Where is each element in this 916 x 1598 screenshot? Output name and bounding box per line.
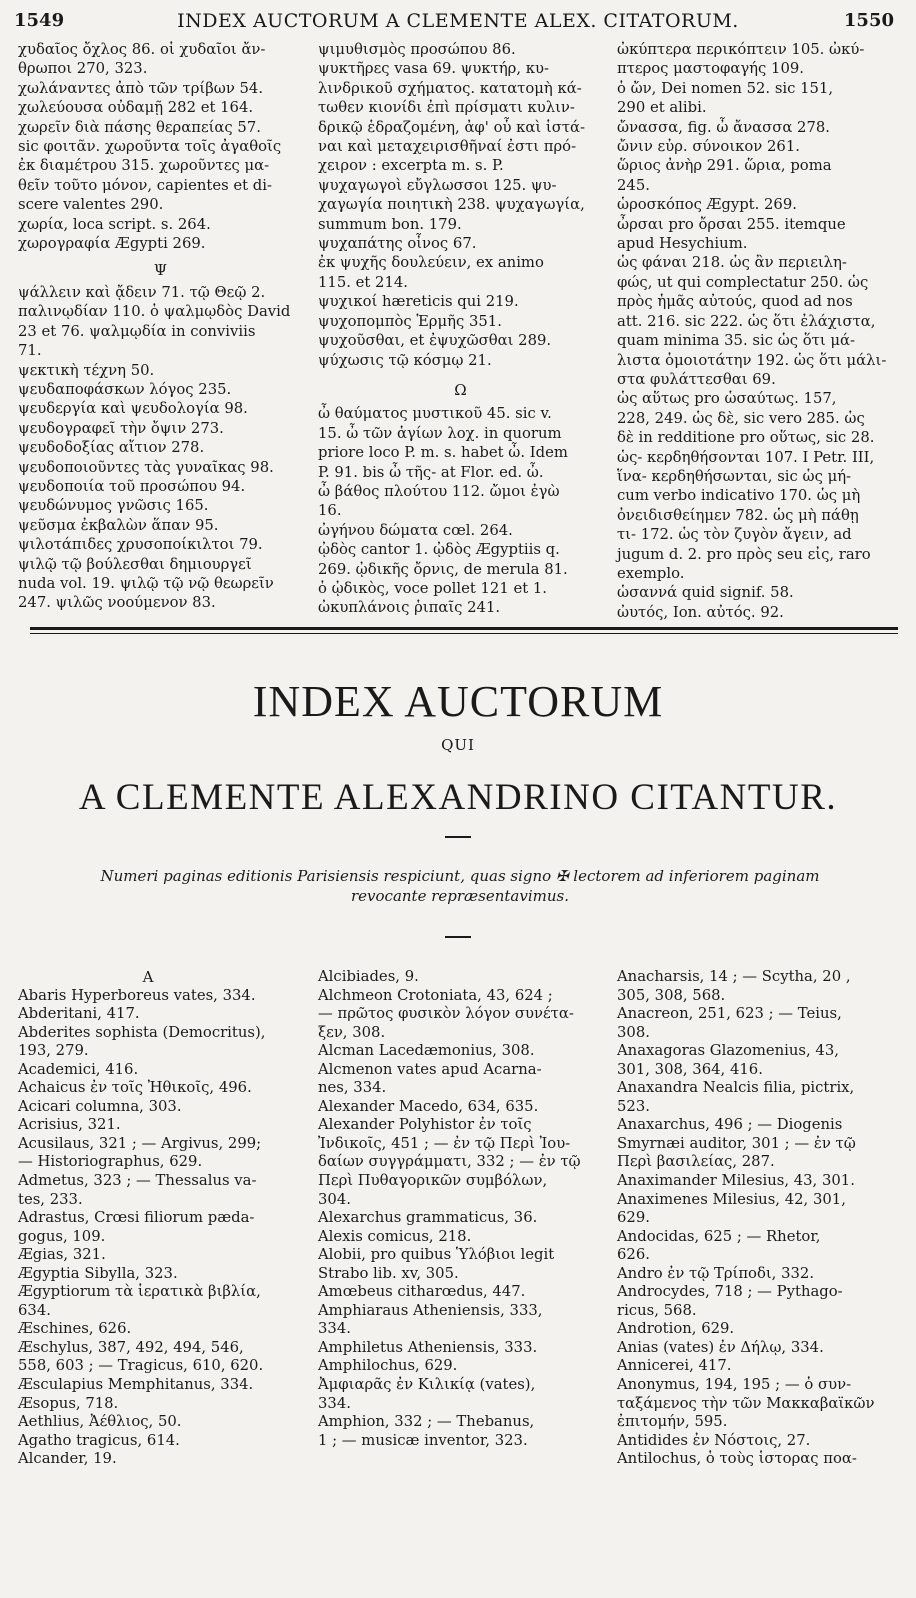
index-entry-line: P. 91. bis ὦ τῆς- at Flor. ed. ὦ. xyxy=(318,463,544,481)
index-entry-line: scere valentes 290. xyxy=(18,196,164,214)
index-entry-line: Anaxandra Nealcis filia, pictrix, xyxy=(617,1079,855,1097)
index-entry-line: πρὸς ἡμᾶς αὐτούς, quod ad nos xyxy=(617,293,853,311)
section-title: INDEX AUCTORUM xyxy=(252,677,664,726)
index-entry-line: att. 216. sic 222. ὡς ὅτι ἐλάχιστα, xyxy=(617,312,876,330)
index-entry-line: ἐπιτομήν, 595. xyxy=(617,1413,728,1431)
index-entry-line: ὠγήνου δώματα cœl. 264. xyxy=(318,521,513,539)
index-entry-line: ὡς- κερδηθήσονται 107. I Petr. III, xyxy=(617,448,875,466)
index-entry-line: 308. xyxy=(617,1023,650,1041)
index-entry-line: Alexis comicus, 218. xyxy=(318,1227,472,1245)
letter-heading: Ψ xyxy=(153,261,168,280)
index-entry-line: Alchmeon Crotoniata, 43, 624 ; xyxy=(318,986,553,1004)
index-entry-line: ψιλῷ τῷ βούλεσθαι δημιουργεῖ xyxy=(18,555,252,573)
index-entry-line: ψιμυθισμὸς προσώπου 86. xyxy=(318,41,516,58)
index-entry-line: ὤνιν εὐρ. σύνοικον 261. xyxy=(617,138,800,156)
index-entry-line: ταξάμενος τὴν τῶν Μακκαβαϊκῶν xyxy=(617,1394,875,1412)
index-entry-line: Anias (vates) ἐν Δήλῳ, 334. xyxy=(617,1338,824,1356)
index-entry-line: ξεν, 308. xyxy=(318,1023,386,1041)
index-entry-line: λιστα ὁμοιοτάτην 192. ὡς ὅτι μάλι- xyxy=(617,351,887,369)
index-entry-line: χαγωγία ποιητικὴ 238. ψυχαγωγία, xyxy=(318,196,585,214)
index-entry-line: ὡσαννά quid signif. 58. xyxy=(617,584,794,602)
index-entry-line: 304. xyxy=(318,1190,351,1208)
index-entry-line: — Historiographus, 629. xyxy=(18,1153,203,1171)
double-rule-thick xyxy=(30,627,898,630)
index-entry-line: 629. xyxy=(617,1209,650,1227)
index-entry-line: 245. xyxy=(617,176,650,194)
index-entry-line: ψευδεργία καὶ ψευδολογία 98. xyxy=(18,400,248,418)
index-entry-line: χωρογραφία Ægypti 269. xyxy=(18,235,206,253)
letter-heading: A xyxy=(142,968,154,986)
index-entry-line: quam minima 35. sic ὡς ὅτι μά- xyxy=(617,332,855,350)
index-entry-line: Amphiaraus Atheniensis, 333, xyxy=(318,1301,543,1319)
index-entry-line: Alcmenon vates apud Acarna- xyxy=(318,1060,542,1078)
index-entry-line: ψυχοπομπὸς Ἑρμῆς 351. xyxy=(318,312,502,330)
index-entry-line: Alexander Macedo, 634, 635. xyxy=(318,1097,539,1115)
greek-index-column-2 xyxy=(318,40,603,618)
index-entry-line: ὦρσαι pro ὄρσαι 255. itemque xyxy=(617,215,846,233)
index-entry-line: Alobii, pro quibus Ὑλόβιοι legit xyxy=(318,1246,555,1264)
index-entry-line: nes, 334. xyxy=(318,1079,387,1097)
authors-column-1 xyxy=(18,968,303,1469)
index-entry-line: θρωποι 270, 323. xyxy=(18,60,148,78)
double-rule-thin xyxy=(30,633,898,634)
index-entry-line: Acrisius, 321. xyxy=(18,1116,121,1134)
index-entry-line: δὲ in redditione pro οὕτως, sic 28. xyxy=(617,429,875,447)
index-entry-line: 23 et 76. ψαλμῳδία in conviviis xyxy=(18,322,256,340)
index-entry-line: Ægias, 321. xyxy=(18,1246,106,1264)
index-entry-line: Anacharsis, 14 ; — Scytha, 20 , xyxy=(617,968,851,985)
index-entry-line: ὠκυπλάνοις ῥιπαῖς 241. xyxy=(318,599,501,617)
editorial-note-line-2: revocante repræsentavimus. xyxy=(351,887,569,905)
section-qui: QUI xyxy=(441,736,475,754)
index-entry-line: Alcman Lacedæmonius, 308. xyxy=(318,1042,535,1060)
index-entry-line: Amphilochus, 629. xyxy=(318,1357,458,1375)
index-entry-line: ὦ βάθος πλούτου 112. ὤμοι ἐγὼ xyxy=(318,482,560,500)
index-entry-line: 305, 308, 568. xyxy=(617,986,726,1004)
index-entry-line: ὁ ὤν, Dei nomen 52. sic 151, xyxy=(617,79,834,97)
index-entry-line: χωρία, loca script. s. 264. xyxy=(18,215,211,233)
index-entry-line: Alcibiades, 9. xyxy=(318,968,419,985)
index-entry-line: 115. et 214. xyxy=(318,273,409,291)
index-entry-line: χυδαῖος ὄχλος 86. οἱ χυδαῖοι ἄν- xyxy=(18,41,266,58)
index-entry-line: παλινῳδίαν 110. ὁ ψαλμῳδὸς David xyxy=(18,303,291,321)
index-entry-line: Amphiletus Atheniensis, 333. xyxy=(318,1338,538,1356)
index-entry-line: 193, 279. xyxy=(18,1042,89,1060)
letter-heading: Ω xyxy=(454,380,467,399)
index-entry-line: Annicerei, 417. xyxy=(617,1357,732,1375)
index-entry-line: ὡς αὕτως pro ὡσαύτως. 157, xyxy=(617,390,837,408)
index-entry-line: Æschines, 626. xyxy=(18,1320,132,1338)
index-entry-line: Acusilaus, 321 ; — Argivus, 299; xyxy=(18,1134,262,1152)
note-dash xyxy=(445,936,471,938)
index-entry-line: χωρεῖν διὰ πάσης θεραπείας 57. xyxy=(18,118,261,136)
editorial-note xyxy=(50,866,870,906)
index-entry-line: ψυχαπάτης οἶνος 67. xyxy=(318,235,477,253)
index-entry-line: ὤνασσα, fig. ὦ ἄνασσα 278. xyxy=(617,118,830,136)
index-entry-line: χειρον : excerpta m. s. P. xyxy=(318,157,504,175)
index-entry-line: δρικῷ ἑδραζομένη, ἀφ' οὗ καὶ ἱστά- xyxy=(318,118,586,136)
index-entry-line: Alcander, 19. xyxy=(18,1450,117,1468)
index-entry-line: ψυκτῆρες vasa 69. ψυκτήρ, κυ- xyxy=(318,60,550,78)
index-entry-line: Acicari columna, 303. xyxy=(18,1097,182,1115)
index-entry-line: 16. xyxy=(318,502,342,520)
index-entry-line: ἵνα- κερδηθήσωνται, sic ὡς μή- xyxy=(617,467,852,485)
index-entry-line: Andro ἐν τῷ Τρίποδι, 332. xyxy=(617,1264,815,1282)
index-entry-line: χωλάναντες ἀπὸ τῶν τρίβων 54. xyxy=(18,79,264,97)
index-entry-line: 290 et alibi. xyxy=(617,99,707,117)
index-entry-line: exemplo. xyxy=(617,564,685,582)
index-entry-line: Ἰνδικοῖς, 451 ; — ἐν τῷ Περὶ Ἰου- xyxy=(318,1134,571,1152)
editorial-note-line-1: Numeri paginas editionis Parisiensis respiciunt, quas signo ✠ lectorem ad inferiorem paginam xyxy=(100,867,820,885)
index-entry-line: Androcydes, 718 ; — Pythago- xyxy=(617,1283,843,1301)
index-entry-line: 247. ψιλῶς νοούμενον 83. xyxy=(18,594,216,612)
index-entry-line: Æsopus, 718. xyxy=(18,1394,119,1412)
index-entry-line: Admetus, 323 ; — Thessalus va- xyxy=(18,1172,257,1190)
index-entry-line: 334. xyxy=(318,1394,351,1412)
index-entry-line: χωλεύουσα οὐδαμῇ 282 et 164. xyxy=(18,99,254,117)
index-entry-line: Περὶ Πυθαγορικῶν συμβόλων, xyxy=(318,1172,548,1190)
index-entry-line: θεῖν τοῦτο μόνον, capientes et di- xyxy=(18,176,273,194)
index-entry-line: ᾠδὸς cantor 1. ᾠδὸς Ægyptiis q. xyxy=(318,541,560,559)
index-entry-line: ψάλλειν καὶ ᾄδειν 71. τῷ Θεῷ 2. xyxy=(18,283,266,301)
index-entry-line: τι- 172. ὡς τὸν ζυγὸν ἄγειν, ad xyxy=(617,526,852,544)
index-entry-line: 71. xyxy=(18,342,42,360)
index-entry-line: ricus, 568. xyxy=(617,1301,697,1319)
index-entry-line: nuda vol. 19. ψιλῷ τῷ νῷ θεωρεῖν xyxy=(18,574,274,592)
index-entry-line: ὡροσκόπος Ægypt. 269. xyxy=(617,196,797,214)
greek-index-column-1 xyxy=(18,40,303,613)
index-entry-line: Agatho tragicus, 614. xyxy=(18,1431,180,1449)
index-entry-line: Academici, 416. xyxy=(18,1060,139,1078)
index-entry-line: ψυχαγωγοὶ εὔγλωσσοι 125. ψυ- xyxy=(318,176,557,194)
index-entry-line: priore loco P. m. s. habet ὦ. Idem xyxy=(318,444,568,462)
index-entry-line: ψευδώνυμος γνῶσις 165. xyxy=(18,497,209,515)
index-entry-line: ψυχοῦσθαι, et ἐψυχῶσθαι 289. xyxy=(318,332,552,350)
index-entry-line: jugum d. 2. pro πρὸς seu εἰς, raro xyxy=(617,545,871,563)
section-subtitle: A CLEMENTE ALEXANDRINO CITANTUR. xyxy=(78,777,838,818)
index-entry-line: tes, 233. xyxy=(18,1190,83,1208)
index-entry-line: ὠυτός, Ion. αὐτός. 92. xyxy=(617,603,784,621)
index-entry-line: ὡς φάναι 218. ὡς ἂν περιειλη- xyxy=(617,254,847,272)
index-entry-line: ψευδοδοξίας αἴτιον 278. xyxy=(18,439,205,457)
index-entry-line: ψευδοποιοῦντες τὰς γυναῖκας 98. xyxy=(18,458,274,476)
index-entry-line: Amphion, 332 ; — Thebanus, xyxy=(318,1413,535,1431)
index-entry-line: ναι καὶ μεταχειρισθῆναί ἐστι πρό- xyxy=(318,138,577,156)
index-entry-line: — πρῶτος φυσικὸν λόγον συνέτα- xyxy=(318,1005,574,1023)
index-entry-line: sic φοιτᾶν. χωροῦντα τοῖς ἀγαθοῖς xyxy=(18,138,282,156)
index-entry-line: ὠκύπτερα περικόπτειν 105. ὠκύ- xyxy=(617,41,865,58)
index-entry-line: 15. ὦ τῶν ἁγίων λοχ. in quorum xyxy=(318,424,562,442)
index-entry-line: ψεῦσμα ἐκβαλὼν ἅπαν 95. xyxy=(18,516,219,534)
index-entry-line: ὁ ᾠδικὸς, voce pollet 121 et 1. xyxy=(318,579,547,597)
index-entry-line: ἐκ ψυχῆς δουλεύειν, ex animo xyxy=(318,254,544,272)
authors-column-3 xyxy=(617,968,902,1469)
index-entry-line: ψιλοτάπιδες χρυσοποίκιλτοι 79. xyxy=(18,536,263,554)
index-entry-line: 523. xyxy=(617,1097,650,1115)
index-entry-line: πτερος μαστοφαγής 109. xyxy=(617,60,804,78)
index-entry-line: 269. ᾠδικῆς ὄρνις, de merula 81. xyxy=(318,560,568,578)
index-entry-line: λινδρικοῦ σχήματος. κατατομὴ κά- xyxy=(318,79,582,97)
index-entry-line: 334. xyxy=(318,1320,351,1338)
index-entry-line: τωθεν κιονίδι ἐπὶ πρίσματι κυλιν- xyxy=(318,99,575,117)
index-entry-line: φώς, ut qui complectatur 250. ὡς xyxy=(617,273,869,291)
index-entry-line: Antilochus, ὁ τοὺς ἱστορας ποα- xyxy=(617,1450,857,1468)
title-dash xyxy=(445,836,471,838)
index-entry-line: cum verbo indicativo 170. ὡς μὴ xyxy=(617,487,861,505)
index-entry-line: Aethlius, Ἀέθλιος, 50. xyxy=(18,1413,182,1431)
index-entry-line: Achaicus ἐν τοῖς Ἠθικοῖς, 496. xyxy=(18,1079,252,1097)
index-entry-line: 626. xyxy=(617,1246,650,1264)
authors-column-2 xyxy=(318,968,603,1450)
index-entry-line: 634. xyxy=(18,1301,51,1319)
index-entry-line: Abderitani, 417. xyxy=(18,1005,140,1023)
index-entry-line: Alexander Polyhistor ἐν τοῖς xyxy=(318,1116,532,1134)
running-head xyxy=(0,10,916,40)
index-entry-line: Æschylus, 387, 492, 494, 546, xyxy=(18,1338,244,1356)
index-entry-line: Strabo lib. xv, 305. xyxy=(318,1264,459,1282)
index-entry-line: ψύχωσις τῷ κόσμῳ 21. xyxy=(318,351,492,369)
page-number-right: 1550 xyxy=(843,10,894,31)
index-entry-line: Antidides ἐν Νόστοις, 27. xyxy=(617,1431,811,1449)
index-entry-line: 228, 249. ὡς δὲ, sic vero 285. ὡς xyxy=(617,409,865,427)
index-entry-line: Anonymus, 194, 195 ; — ὁ συν- xyxy=(617,1376,852,1394)
index-entry-line: Amœbeus citharœdus, 447. xyxy=(318,1283,526,1301)
index-entry-line: ψευδοποιία τοῦ προσώπου 94. xyxy=(18,477,246,495)
index-entry-line: Anaxagoras Glazomenius, 43, xyxy=(617,1042,839,1060)
index-entry-line: Abaris Hyperboreus vates, 334. xyxy=(18,986,256,1004)
index-entry-line: Alexarchus grammaticus, 36. xyxy=(318,1209,538,1227)
index-entry-line: Anaximander Milesius, 43, 301. xyxy=(617,1172,855,1190)
index-entry-line: στα φυλάττεσθαι 69. xyxy=(617,370,776,388)
index-entry-line: ψευδαποφάσκων λόγος 235. xyxy=(18,380,232,398)
index-entry-line: Ægyptia Sibylla, 323. xyxy=(18,1264,178,1282)
index-entry-line: Anaximenes Milesius, 42, 301, xyxy=(617,1190,846,1208)
index-entry-line: δαίων συγγράμματι, 332 ; — ἐν τῷ xyxy=(318,1153,581,1171)
index-entry-line: 558, 603 ; — Tragicus, 610, 620. xyxy=(18,1357,264,1375)
page-number-left: 1549 xyxy=(14,10,65,31)
index-entry-line: ψεκτικὴ τέχνη 50. xyxy=(18,361,155,379)
index-entry-line: Anacreon, 251, 623 ; — Teius, xyxy=(617,1005,842,1023)
index-entry-line: Περὶ βασιλείας, 287. xyxy=(617,1153,775,1171)
greek-index-column-3 xyxy=(617,40,902,622)
index-entry-line: ὦ θαύματος μυστικοῦ 45. sic v. xyxy=(318,405,552,423)
running-title: INDEX AUCTORUM A CLEMENTE ALEX. CITATORUM. xyxy=(177,10,739,32)
index-entry-line: Anaxarchus, 496 ; — Diogenis xyxy=(617,1116,843,1134)
index-entry-line: ψευδογραφεῖ τὴν ὄψιν 273. xyxy=(18,419,224,437)
index-entry-line: Andocidas, 625 ; — Rhetor, xyxy=(617,1227,821,1245)
index-entry-line: Smyrnæi auditor, 301 ; — ἐν τῷ xyxy=(617,1134,856,1152)
index-entry-line: apud Hesychium. xyxy=(617,235,748,253)
index-entry-line: ὥριος ἀνὴρ 291. ὥρια, poma xyxy=(617,157,832,175)
index-entry-line: Androtion, 629. xyxy=(617,1320,735,1338)
index-entry-line: gogus, 109. xyxy=(18,1227,106,1245)
index-entry-line: summum bon. 179. xyxy=(318,215,462,233)
index-entry-line: Ἀμφιαρᾶς ἐν Κιλικίᾳ (vates), xyxy=(318,1376,536,1394)
index-entry-line: ψυχικοί hæreticis qui 219. xyxy=(318,293,519,311)
index-entry-line: Æsculapius Memphitanus, 334. xyxy=(18,1376,254,1394)
index-entry-line: 301, 308, 364, 416. xyxy=(617,1060,763,1078)
index-entry-line: ἐκ διαμέτρου 315. χωροῦντες μα- xyxy=(18,157,270,175)
index-entry-line: Abderites sophista (Democritus), xyxy=(18,1023,266,1041)
index-entry-line: ὀνειδισθείημεν 782. ὡς μὴ πάθῃ xyxy=(617,506,859,524)
index-entry-line: 1 ; — musicæ inventor, 323. xyxy=(318,1431,528,1449)
index-entry-line: Adrastus, Crœsi filiorum pæda- xyxy=(18,1209,255,1227)
index-entry-line: Ægyptiorum τὰ ἱερατικὰ βιβλία, xyxy=(18,1283,261,1301)
